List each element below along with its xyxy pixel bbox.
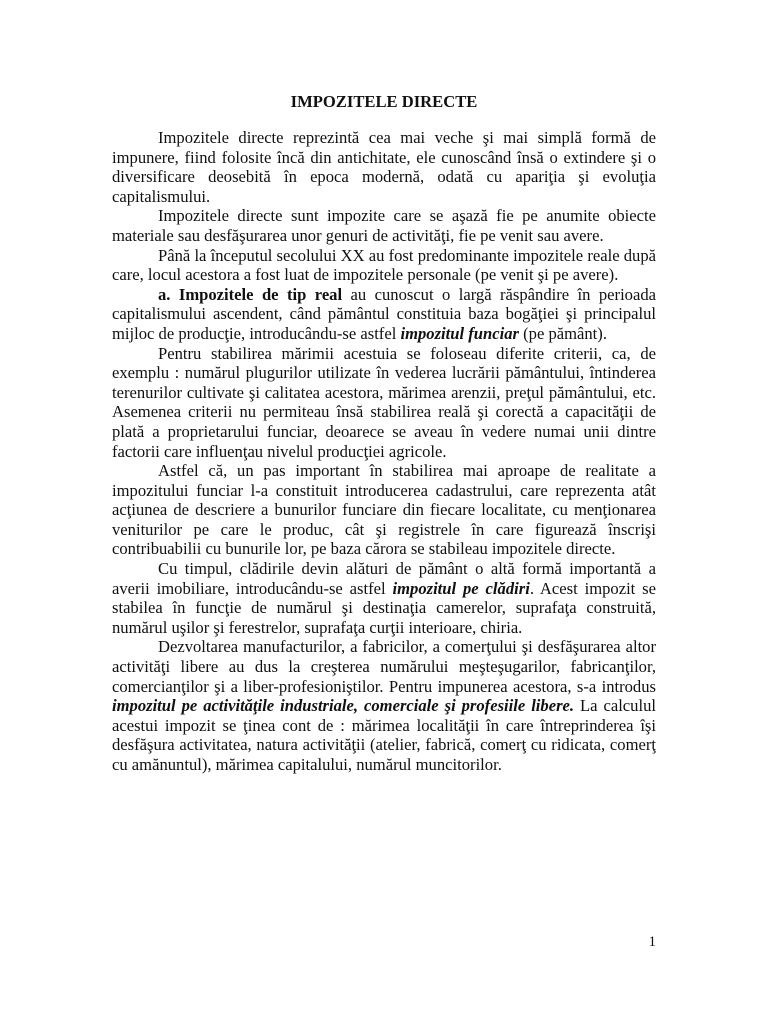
paragraph-real-taxes	[112, 285, 656, 344]
paragraph-history: Până la începutul secolului XX au fost predominante impozitele reale după care, locul acestora a fost luat de impozitele personale (pe venit şi pe avere).	[112, 245, 656, 285]
paragraph-activities	[112, 637, 656, 774]
paragraph-cadastre: Astfel că, un pas important în stabilirea mai aproape de realitate a impozitului funciar l-a constituit introducerea cadastrului, care reprezenta atât acţiunea de descriere a bunurilor funciare din fiecare localitate, cu menţionarea veniturilor pe care le produc, cât şi registrele în care figurează înscrişi contribuabilii cu bunurile lor, pe baza cărora se stabileau impozitele directe.	[112, 461, 656, 559]
paragraph-definition: Impozitele directe sunt impozite care se aşază fie pe anumite obiecte materiale sau desfăşurarea unor genuri de activităţi, fie pe venit sau avere.	[112, 206, 656, 245]
term-building-tax: impozitul pe clădiri	[392, 578, 530, 598]
paragraph-buildings	[112, 559, 656, 637]
paragraph-text: au cunoscut o largă răspândire în perioada capitalismului ascendent, când pământul constituia baza bogăţiei şi principalul mijloc de producţie, introducându-se astfel	[112, 284, 657, 343]
paragraph-text: . Acest impozit se stabilea în funcţie de numărul şi destinaţia camerelor, suprafaţa construită, numărul uşilor şi ferestrelor, suprafaţa curţii interioare, chiria.	[112, 578, 656, 637]
term-land-tax: impozitul funciar	[400, 323, 519, 343]
paragraph-intro: Impozitele directe reprezintă cea mai veche şi mai simplă formă de impunere, fiind folosite încă din antichitate, ele cunoscând însă o extindere şi o diversificare deosebită în epoca modernă, odată cu apariţia şi evoluţia capitalismului.	[112, 128, 656, 206]
paragraph-text: Cu timpul, clădirile devin alături de pământ o altă formă importantă a averii imobiliare, introducându-se astfel	[112, 559, 656, 598]
document-body	[112, 128, 656, 775]
section-heading-real-taxes: a. Impozitele de tip real	[158, 284, 343, 304]
page-number: 1	[648, 934, 656, 950]
paragraph-text: Dezvoltarea manufacturilor, a fabricilor, a comerţului şi desfăşurarea altor activităţi libere au dus la creşterea numărului meşteşugarilor, fabricanţilor, comercianţilor şi a liber-profesioniştilor. Pentru impunerea acestora, s-a introdus	[112, 637, 656, 696]
paragraph-text: La calculul acestui impozit se ţinea cont de : mărimea localităţii în care întreprinderea îşi desfăşura activitatea, natura activităţii (atelier, fabrică, comerţ cu ridicata, comerţ cu amănuntul), mărimea capitalului, numărul muncitorilor.	[112, 696, 656, 774]
paragraph-text: (pe pământ).	[518, 323, 607, 343]
page-title: IMPOZITELE DIRECTE	[290, 92, 478, 111]
paragraph-criteria: Pentru stabilirea mărimii acestuia se foloseau diferite criterii, ca, de exemplu : numărul plugurilor utilizate în vederea lucrării pământului, întinderea terenurilor cultivate şi calitatea acestora, mărimea arenzii, preţul pământului, etc. Asemenea criterii nu permiteau însă stabilirea reală şi corectă a capacităţii de plată a proprietarului funciar, deoarece se aveau în vedere numai unii dintre factorii care influenţau nivelul producţiei agricole.	[112, 343, 656, 461]
term-activity-tax: impozitul pe activităţile industriale, comerciale şi profesiile libere.	[112, 696, 575, 716]
